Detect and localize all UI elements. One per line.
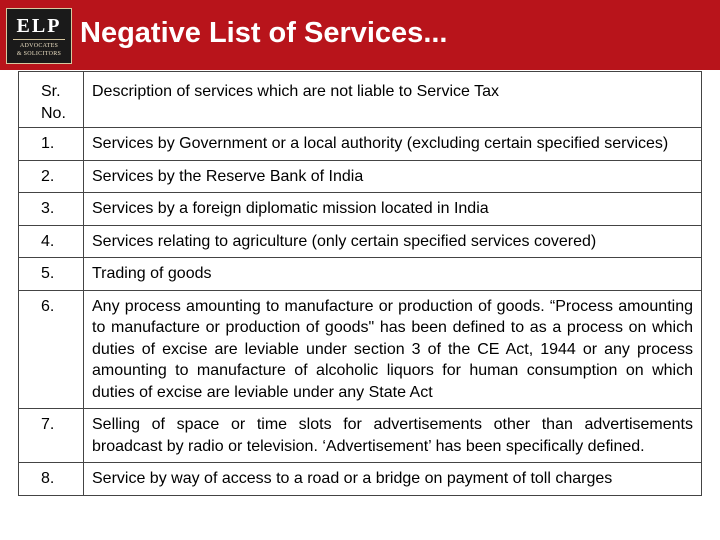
row-number: 2. xyxy=(19,160,84,193)
table-row xyxy=(19,409,702,463)
row-description: Services by the Reserve Bank of India xyxy=(84,160,702,193)
row-number: 3. xyxy=(19,193,84,226)
logo-name: ELP xyxy=(16,15,62,37)
row-description: Trading of goods xyxy=(84,258,702,291)
services-table xyxy=(18,71,702,496)
logo-divider xyxy=(13,39,65,40)
row-description: Services relating to agriculture (only certain specified services covered) xyxy=(84,225,702,258)
table-row xyxy=(19,290,702,409)
row-description: Service by way of access to a road or a bridge on payment of toll charges xyxy=(84,463,702,496)
logo-tagline-1: ADVOCATES xyxy=(19,43,59,49)
row-description: Selling of space or time slots for advertisements other than advertisements broadcast by radio or television. ‘Advertisement’ has been specifically defined. xyxy=(84,409,702,463)
row-number: 5. xyxy=(19,258,84,291)
row-number: 6. xyxy=(19,290,84,409)
header-description: Description of services which are not liable to Service Tax xyxy=(84,72,702,128)
row-number: 8. xyxy=(19,463,84,496)
row-description: Services by a foreign diplomatic mission located in India xyxy=(84,193,702,226)
logo-tagline-2: & SOLICITORS xyxy=(16,51,62,57)
table-row xyxy=(19,160,702,193)
row-number: 1. xyxy=(19,128,84,161)
row-number: 4. xyxy=(19,225,84,258)
title-bar xyxy=(0,0,720,70)
row-number: 7. xyxy=(19,409,84,463)
table-row xyxy=(19,193,702,226)
elp-logo xyxy=(6,8,72,64)
page-title: Negative List of Services... xyxy=(80,17,448,49)
table-row xyxy=(19,463,702,496)
table-row xyxy=(19,258,702,291)
table-header-row xyxy=(19,72,702,128)
header-sr-no: Sr. No. xyxy=(19,72,84,128)
table-row xyxy=(19,225,702,258)
row-description: Services by Government or a local authority (excluding certain specified services) xyxy=(84,128,702,161)
row-description: Any process amounting to manufacture or production of goods. “Process amounting to manufacture or production of goods" has been defined to as a process on which duties of excise are leviable under section 3 of the CE Act, 1944 or any process amounting to manufacture of alcoholic liquors for human consumption on which duties of excise are leviable under any State Act xyxy=(84,290,702,409)
table-row xyxy=(19,128,702,161)
